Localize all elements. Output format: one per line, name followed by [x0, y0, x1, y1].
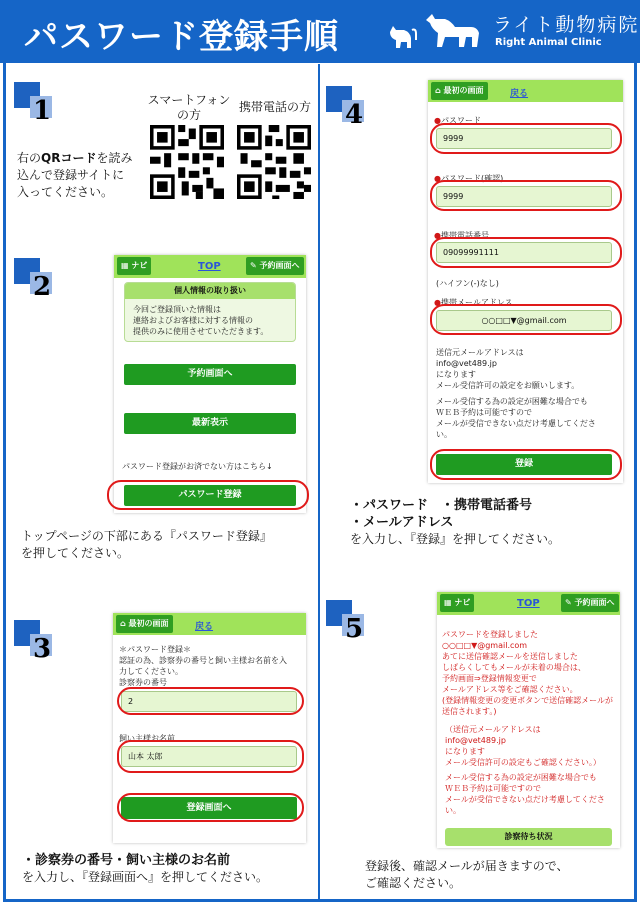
mail-input[interactable]: ○○□□▼@gmail.com: [436, 310, 612, 331]
privacy-title: 個人情報の取り扱い: [125, 283, 295, 299]
reserve-header-button[interactable]: ✎ 予約画面へ: [246, 257, 304, 275]
highlight-mail-oval: [430, 304, 622, 335]
sender-note: 送信元メールアドレスは info@vet489.jp になります メール受信許可の設定をお願いします。: [436, 348, 580, 390]
home-button[interactable]: ⌂ 最初の画面: [116, 615, 173, 633]
latest-button[interactable]: 最新表示: [124, 413, 296, 434]
password-confirm-input[interactable]: 9999: [436, 186, 612, 207]
qr-smartphone-label: スマートフォン の方: [147, 93, 231, 122]
back-link[interactable]: 戻る: [510, 89, 529, 99]
highlight-password-confirm-oval: [430, 180, 622, 211]
step-3-description: ・診察券の番号・飼い主様のお名前 を入力し、『登録画面へ』を押してください。: [22, 853, 269, 884]
wait-status-button[interactable]: 診察待ち状況: [445, 828, 612, 846]
confirmation-message: パスワードを登録しました ○○□□▼@gmail.com あてに送信確認メールを送信しました しばらくしてもメールが未着の場合は、 予約画面⇒登録情報変更で メールアドレス等をご確認ください。 (登録情報変更の変更ボタンで送信確認メールが 送信されます。): [442, 630, 613, 716]
grid-icon: ▦: [444, 598, 455, 607]
highlight-button-oval: [117, 793, 304, 822]
home-icon: ⌂: [120, 619, 129, 628]
pencil-icon: ✎: [250, 261, 260, 270]
register-intro: ＊パスワード登録＊ 認証の為、診察券の番号と飼い主様お名前を入 力してください。 診察券の番号: [119, 645, 287, 687]
home-button[interactable]: ⌂ 最初の画面: [431, 82, 488, 100]
difficulty-note: メール受信する為の設定が困難な場合でも ＷＥＢ予約は可能ですので メールが受信できない点だけ考慮してくださ い。: [436, 397, 596, 439]
qr-code-mobile-icon: [237, 125, 311, 199]
password-label: ●パスワード: [434, 116, 481, 125]
step-3-badge: 3: [14, 620, 56, 662]
column-divider: [318, 64, 320, 902]
password-input[interactable]: 9999: [436, 128, 612, 149]
pencil-icon: ✎: [565, 598, 575, 607]
dog-cat-logo-icon: [386, 10, 486, 52]
hyphen-note: (ハイフン(-)なし): [436, 279, 499, 288]
mail-label: ●携帯メールアドレス: [434, 298, 513, 307]
password-register-button[interactable]: パスワード登録: [124, 485, 296, 506]
sender-message: （送信元メールアドレスは info@vet489.jp になります メール受信許可の設定もご確認ください。）: [445, 725, 601, 767]
highlight-owner-oval: [117, 740, 304, 773]
qr-code-smartphone-icon: [150, 125, 224, 199]
qr-mobile-label: 携帯電話の方: [238, 100, 311, 114]
top-link[interactable]: TOP: [198, 261, 221, 272]
reserve-button[interactable]: 予約画面へ: [124, 364, 296, 385]
step-5-badge: 5: [326, 600, 368, 642]
phone-number-input[interactable]: 09099991111: [436, 242, 612, 263]
step-2-phone-screen: [114, 255, 306, 513]
clinic-name-en: Right Animal Clinic: [495, 37, 602, 48]
difficulty-message: メール受信する為の設定が困難な場合でも ＷＥＢ予約は可能ですので メールが受信できない点だけ考慮してくださ い。: [445, 773, 605, 815]
step-1-badge: 1: [14, 82, 56, 124]
clinic-name: ライト動物病院: [493, 14, 640, 36]
register-note: パスワード登録がお済でない方はこちら↓: [122, 462, 273, 471]
owner-name-label: 飼い主様お名前: [119, 734, 175, 743]
reserve-header-button[interactable]: ✎ 予約画面へ: [561, 594, 619, 612]
home-icon: ⌂: [435, 86, 444, 95]
grid-icon: ▦: [121, 261, 132, 270]
phone-number-label: ●携帯電話番号: [434, 231, 489, 240]
page-title: パスワード登録手順: [24, 17, 339, 57]
owner-name-input[interactable]: 山本 太郎: [121, 746, 297, 767]
highlight-register-oval: [107, 480, 309, 510]
step-4-badge: 4: [326, 86, 368, 128]
highlight-register-oval: [430, 449, 622, 480]
step-2-description: トップページの下部にある『パスワード登録』 を押してください。: [21, 529, 272, 560]
back-link[interactable]: 戻る: [195, 622, 214, 632]
to-register-button[interactable]: 登録画面へ: [121, 797, 297, 819]
register-button[interactable]: 登録: [436, 454, 612, 475]
step-5-description: 登録後、確認メールが届きますので、 ご確認ください。: [365, 859, 569, 890]
highlight-card-oval: [117, 687, 304, 715]
step-1-description: 右のQRコードを読み 込んで登録サイトに 入ってください。: [17, 151, 133, 199]
page-header: [0, 0, 640, 63]
step-2-badge: 2: [14, 258, 56, 300]
highlight-phone-oval: [430, 237, 622, 268]
nav-button[interactable]: ▦ ナビ: [117, 257, 151, 275]
top-link[interactable]: TOP: [517, 598, 540, 609]
password-confirm-label: ●パスワード(確認): [434, 174, 504, 183]
card-number-input[interactable]: 2: [121, 691, 297, 712]
highlight-password-oval: [430, 123, 622, 154]
step-4-description: ・パスワード ・携帯電話番号 ・メールアドレス を入力し、『登録』を押してください。: [350, 498, 561, 546]
step-5-phone-screen: [437, 592, 620, 848]
nav-button[interactable]: ▦ ナビ: [440, 594, 474, 612]
privacy-box: 個人情報の取り扱い 今回ご登録頂いた情報は 連絡およびお客様に対する情報の 提供のみに使用させていただきます。: [124, 282, 296, 342]
